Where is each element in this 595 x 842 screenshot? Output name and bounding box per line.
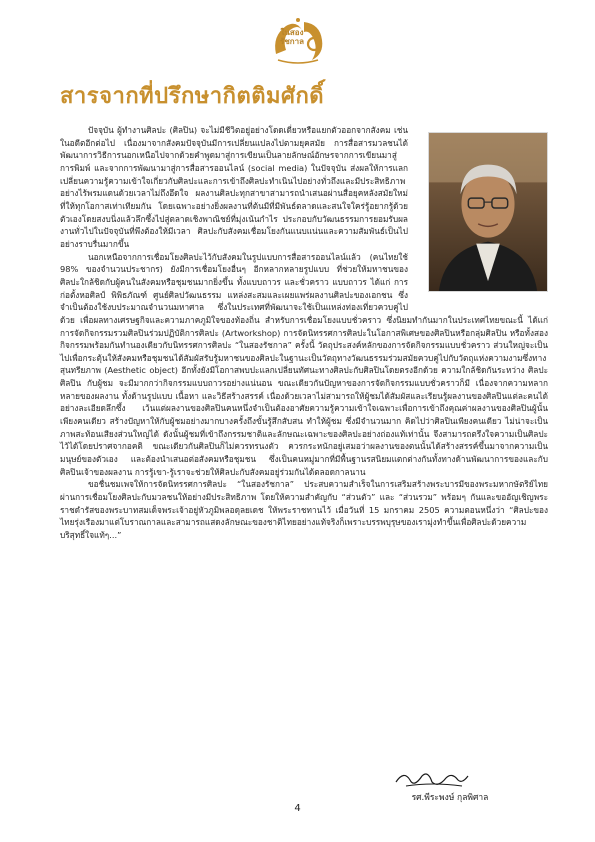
article-body [60, 124, 548, 542]
paragraph-2: นอกเหนือจากการเชื่อมโยงศิลปะไว้กับสังคมในรูปแบบการสื่อสารออนไลน์แล้ว (คนไทยใช้ 98% ของจำนวนประชากร) ยังมีการเชื่อมโยงอื่นๆ อีกหลากหลายรูปแบบ ที่ช่วยให้มหาชนของศิลปะใกล้ชิดกับผู้คนในสังคมหรือชุมชนมากยิ่งขึ้น ทั้งแบบถาวร และชั่วคราว แบบถาวร ได้แก่ การก่อตั้งหอศิลป์ พิพิธภัณฑ์ ศูนย์ศิลปวัฒนธรรม แหล่งสะสมและเผยแพร่ผลงานศิลปะของเอกชน ซึ่งจำเป็นต้องใช้งบประมาณจำนวนมหาศาล ซึ่งในประเทศที่พัฒนาจะใช้เป็นแหล่งท่องเที่ยวควบคู่ไปด้วย เพื่อผลทางเศรษฐกิจและความภาคภูมิใจของท้องถิ่น สำหรับการเชื่อมโยงแบบชั่วคราว ซึ่งนิยมทำกันมากในประเทศไทยขณะนี้ ได้แก่ การจัดกิจกรรมรวมศิลปินร่วมปฏิบัติการศิลปะ (Artworkshop) การจัดนิทรรศการศิลปะในโอกาสพิเศษของศิลปินหรือกลุ่มศิลปิน หรือทั้งสองกิจกรรมพร้อมกันทำนองเดียวกับนิทรรศการศิลปะ “ในสองรัชกาล” ครั้งนี้ วัตถุประสงค์หลักของการจัดกิจกรรมแบบชั่วคราว ส่วนใหญ่จะเป็นไปเพื่อกระตุ้นให้สังคมหรือชุมชนได้สัมผัสรับรู้มหาชนของศิลปะในฐานะเป็นวัตถุทางวัฒนธรรมร่วมสมัยควบคู่ไปกับวัตถุแห่งความงามซึ่งทางสุนทรียภาพ (Aesthetic object) อีกทั้งยังมีโอกาสพบปะแลกเปลี่ยนทัศนะทางศิลปะกับศิลปินโดยตรงอีกด้วย ความใกล้ชิดกันระหว่าง ศิลปะ ศิลปิน กับผู้ชม จะมีมากกว่ากิจกรรมแบบถาวรอย่างแน่นอน ขณะเดียวกันปัญหาของการจัดกิจกรรมแบบชั่วคราวก็มี เนื่องจากความหลากหลายของผลงาน ทั้งด้านรูปแบบ เนื้อหา และวิธีสร้างสรรค์ เนื่องด้วยเวลาไม่สามารถให้ผู้ชมได้สัมผัสและเรียนรู้ผลงานของศิลปินแต่ละคนได้อย่างละเอียดลึกซึ้ง เว้นแต่ผลงานของศิลปินคนหนึ่งจำเป็นต้องอาศัยความรู้ความเข้าใจเฉพาะเพื่อการเข้าถึงคุณค่าผลงานของศิลปินผู้นั้นเพียงคนเดียว สร้างปัญหาให้กับผู้ชมอย่างมากบางครั้งถึงขั้นรู้สึกสับสน ทำให้ผู้ชม ซึ่งมีจำนวนมาก คิดไปว่าศิลปินเพียงคนเดียว ไม่น่าจะเป็นภาพสะท้อนเสียงส่วนใหญ่ได้ ดังนั้นผู้ชมที่เข้าถึงกรรมชาติและลักษณะเฉพาะของศิลปะอย่างถ่องแท้เท่านั้น จึงสามารถตรึงใจความเป็นศิลปะไว้ได้โดยปราศจากอคติ ขณะเดียวกันศิลปินก็ไม่ควรทรนงตัว ควรกระหนักอยู่เสมอว่าผลงานของตนนั้นได้สร้างสรรค์ขึ้นมาจากความเป็นมนุษย์ของตัวเอง และต้องนำเสนอต่อสังคมหรือชุมชน ซึ่งเป็นคนหมู่มากที่มีพื้นฐานรสนิยมแตกต่างกันทั้งทางด้านพัฒนาการของและกับศิลปินเจ้าของผลงาน การรู้เขา-รู้เราจะช่วยให้ศิลปะกับสังคมอยู่ร่วมกันได้ตลอดกาลนาน [60, 251, 548, 477]
signer-name: รศ.พีระพงษ์ กุลพิศาล [411, 793, 489, 803]
paragraph-1: ปัจจุบัน ผู้ทำงานศิลปะ (ศิลปิน) จะไม่มีชีวิตอยู่อย่างโดดเดี่ยวหรือแยกตัวออกจากสังคม เช่น ในอดีตอีกต่อไป เนื่องมาจากสังคมปัจจุบันมีการเปลี่ยนแปลงไปตามยุคสมัย การสื่อสารมวลชนได้พัฒนาการวิธีการนอกเหนือไปจากด้วยคำพูดมาสู่การเขียนเป็นลายลักษณ์อักษรจากการเขียนมาสู่การพิมพ์ และจากการพัฒนามาสู่การสื่อสารออนไลน์ (social media) ในปัจจุบัน ส่งผลให้การแลกเปลี่ยนความรู้ความเข้าใจเกี่ยวกับศิลปะและการเข้าถึงศิลปะทำเนินไปอย่างทั่วถึงและมีประสิทธิภาพอย่างไร้พรมแดนด้วยเวลาไม่ถึงอึดใจ ผลงานศิลปะทุกสาขาสามารถนำเสนอผ่านสื่อยุคหลังสมัยใหม่ที่ให้ทุกโอกาสเท่าเทียมกัน โดยเฉพาะอย่างยิ่งผลงานที่ต้นมีที่มีพันธ์ตลาดและสนใจใคร่รู้อยากรู้ด้วยตัวเองโดยสงบนิ่งแล้วลึกซึ้งไปสู่ตลาดเชิงพาณิชย์ที่มุ่งเน้นกำไร ประกอบกับวัฒนธรรมการยอมรับผลงานทั่วไปในปัจจุบันที่พึงต้องให้มีเวลา ศิลปะกับสังคมเชื่อมโยงกันแนบแน่นและความสัมพันธ์เป็นไปอย่างราบรื่นมากขึ้น [60, 125, 408, 249]
page-title: สารจากที่ปรึกษากิตติมศักดิ์ [60, 84, 325, 109]
paragraph-3: ขอชื่นชมเพจให้การจัดนิทรรศการศิลปะ “ในสองรัชกาล” ประสบความสำเร็จในการเสริมสร้างพระบารมีของพระมหากษัตริย์ไทยผ่านการเชื่อมโยงศิลปะกับมวลชนให้อย่างมีประสิทธิภาพ โดยให้ความสำคัญกับ “ส่วนตัว” และ “ส่วนรวม” พร้อมๆ กันและขออัญเชิญพระราชดำรัสของพระบาทสมเด็จพระเจ้าอยู่หัวภูมิพลอดุลยเดช ให้พระราชทานไว้ เมื่อวันที่ 15 มกราคม 2505 ความตอนหนึ่งว่า “ศิลปะของไทยรุ่งเรืองมาแต่โบราณกาลและสามารถแสดงลักษณะของชาติไทยอย่างแท้จริงก็เพราะบรรพบุรุษของเรามุ่งทำขึ้นเพื่อศิลปะด้วยความบริสุทธิ์ใจแท้ๆ...” [60, 479, 548, 540]
portrait-container [416, 132, 548, 300]
portrait-photo [428, 132, 548, 292]
signature-icon [392, 768, 472, 790]
logo-text: ในสองรัชกาล [280, 28, 304, 46]
page-number: 4 [294, 803, 301, 814]
